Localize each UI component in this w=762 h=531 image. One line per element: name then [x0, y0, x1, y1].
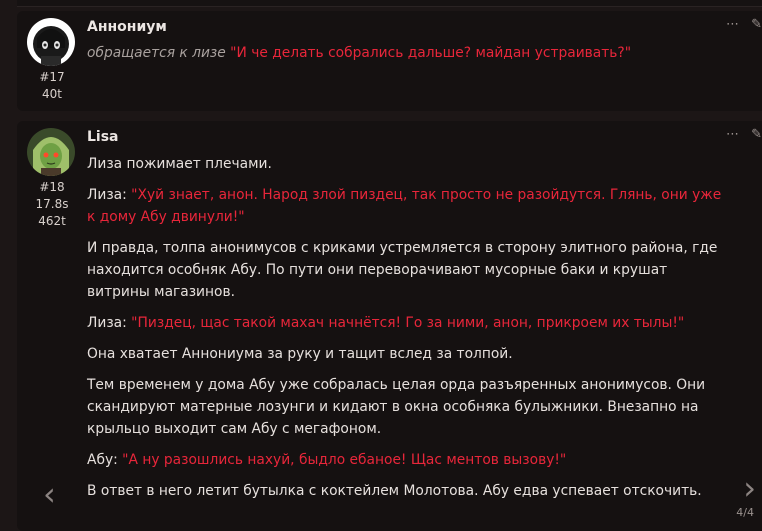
paragraph: Она хватает Аннониума за руку и тащит вслед за толпой. [87, 346, 513, 362]
author-name: Аннониум [87, 19, 167, 35]
speech-text: "Хуй знает, анон. Народ злой пиздец, так просто не разойдутся. Глянь, они уже к дому Абу двинули!" [87, 187, 722, 225]
chevron-left-icon[interactable]: ‹ [43, 475, 56, 513]
speech-text: "Пиздец, щас такой махач начнётся! Го за ними, анон, прикроем их тылы!" [131, 315, 685, 331]
action-text: обращается к лизе [87, 45, 226, 61]
avatar[interactable] [27, 18, 75, 66]
pencil-icon[interactable]: ✎ [751, 127, 762, 142]
speaker-label: Абу: [87, 452, 118, 468]
dialogue-paragraph [87, 449, 722, 471]
paragraph: Лиза пожимает плечами. [87, 156, 272, 172]
previous-message-edge [17, 0, 762, 7]
dialogue-paragraph [87, 312, 722, 334]
speech-text: "А ну разошлись нахуй, быдло ебаное! Щас ментов вызову!" [122, 452, 567, 468]
speech-text: "И че делать собрались дальше? майдан устраивать?" [230, 45, 632, 61]
pencil-icon[interactable]: ✎ [751, 17, 762, 32]
author-name: Lisa [87, 129, 119, 145]
character-avatar-image [27, 128, 75, 176]
paragraph: Тем временем у дома Абу уже собралась целая орда разъяренных анонимусов. Они скандируют матерные лозунги и кидают в окна особняка булыжники. Внезапно на крыльцо выходит сам Абу с мегафоном. [87, 377, 706, 437]
message-text [87, 153, 722, 511]
message-number: #18 [39, 180, 65, 194]
token-count: 462t [38, 214, 66, 228]
paragraph: И правда, толпа анонимусов с криками устремляется в сторону элитного района, где находится особняк Абу. По пути они переворачивают мусорные баки и крушат витрины магазинов. [87, 240, 718, 300]
generation-time: 17.8s [35, 197, 69, 211]
message-tools [718, 17, 762, 32]
speaker-label: Лиза: [87, 187, 127, 203]
more-dots-icon[interactable]: ⋯ [725, 17, 739, 32]
message-tools [718, 127, 762, 142]
chat-message [17, 11, 762, 111]
token-count: 40t [42, 87, 62, 101]
message-text [87, 42, 722, 73]
chat-message [17, 121, 762, 531]
message-number: #17 [39, 70, 65, 84]
swipe-counter: 4/4 [736, 506, 754, 519]
user-avatar-image [27, 18, 75, 66]
dialogue-paragraph [87, 184, 722, 228]
more-dots-icon[interactable]: ⋯ [725, 127, 739, 142]
avatar[interactable] [27, 128, 75, 176]
paragraph: В ответ в него летит бутылка с коктейлем Молотова. Абу едва успевает отскочить. [87, 483, 702, 499]
chevron-right-icon[interactable]: › [743, 469, 756, 507]
speaker-label: Лиза: [87, 315, 127, 331]
